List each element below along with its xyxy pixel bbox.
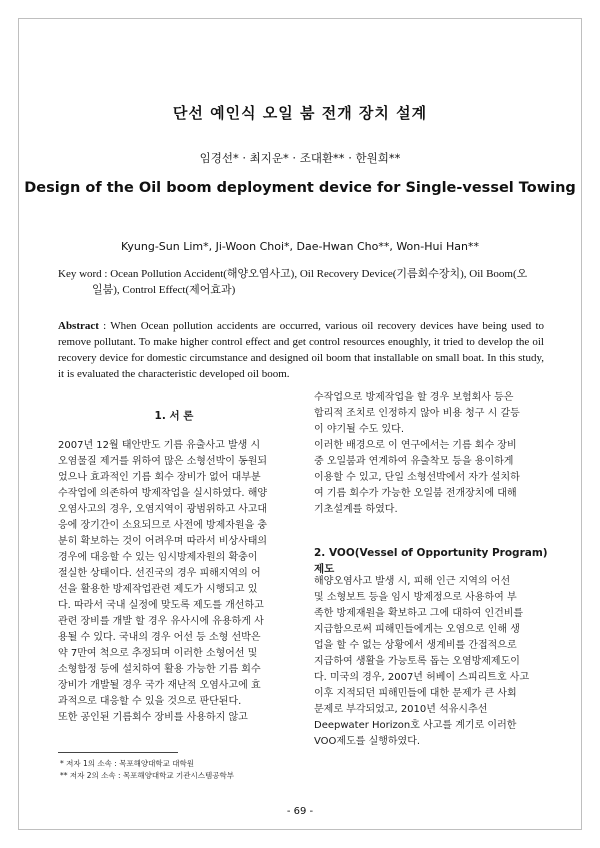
text-line: 다. 따라서 국내 실정에 맞도록 제도를 개선하고 <box>58 600 264 611</box>
text-line: 및 소형보트 등을 임시 방제정으로 사용하여 부 <box>314 592 517 603</box>
text-line: 소형함정 등에 설치하여 활용 가능한 기름 회수 <box>58 664 261 675</box>
text-line: Deepwater Horizon호 사고를 계기로 이러한 <box>314 720 517 731</box>
text-line: 지급함으로써 피해민들에게는 오염으로 인해 생 <box>314 624 520 635</box>
text-line: 과적으로 대응할 수 있을 것으로 판단된다. <box>58 696 242 707</box>
text-line: 이용할 수 있고, 단일 소형선박에서 자가 설치하 <box>314 472 520 483</box>
text-line: 절실한 상태이다. 선진국의 경우 피해지역의 어 <box>58 568 261 579</box>
abstract <box>58 318 544 382</box>
text-line: 장비가 개발될 경우 국가 재난적 오염사고에 효 <box>58 680 261 691</box>
text-line: 지급하여 생활을 가능토록 돕는 오염방제제도이 <box>314 656 520 667</box>
text-line: 수작업으로 방제작업을 할 경우 보험회사 등은 <box>314 392 514 403</box>
text-line: 다. 미국의 경우, 2007년 허베이 스피리트호 사고 <box>314 672 530 683</box>
text-line: 오염물질 제거를 위하여 많은 소형선박이 동원되 <box>58 456 268 467</box>
footnote-divider <box>58 752 178 753</box>
footnote-2: ** 저자 2의 소속 : 목포해양대학교 기관시스템공학부 <box>60 771 235 780</box>
abstract-text: : When Ocean pollution accidents are occurred, various oil recovery devices have being used to remove pollutant. To make higher control effect and get control resources enoughly, it tried to develop the oil recovery device for domestic circumstance and designed oil boom that installable on small boat. In this study, it is evaluated the characteristic developed oil boom. <box>58 320 545 380</box>
text-line: 업을 할 수 없는 상황에서 생계비를 간접적으로 <box>314 640 517 651</box>
section-2-heading: 2. VOO(Vessel of Opportunity Program)제도 <box>314 547 548 575</box>
text-line: 여 기름 회수가 가능한 오일붐 전개장치에 대해 <box>314 488 517 499</box>
abstract-label: Abstract <box>58 320 99 332</box>
text-line: 었으나 효과적인 기름 회수 장비가 없어 대부분 <box>58 472 261 483</box>
text-line: 경우에 대응할 수 있는 임시방제자원의 확충이 <box>58 552 258 563</box>
text-line: 2007년 12월 태안반도 기름 유출사고 발생 시 <box>58 440 261 451</box>
keywords <box>58 266 548 298</box>
text-line: 족한 방제재원을 확보하고 그에 대하여 인건비를 <box>314 608 524 619</box>
text-line: 또한 공인된 기름회수 장비를 사용하지 않고 <box>58 712 248 723</box>
authors-english: Kyung-Sun Lim*, Ji-Woon Choi*, Dae-Hwan Cho**, Won-Hui Han** <box>120 240 480 253</box>
text-line: 이후 지적되던 피해민들에 대한 문제가 큰 사회 <box>314 688 517 699</box>
section-1-heading: 1. 서 론 <box>154 410 194 422</box>
text-line: 이러한 배경으로 이 연구에서는 기름 회수 장비 <box>314 440 517 451</box>
text-line: 중 오일붐과 연계하여 유출착모 등을 용이하게 <box>314 456 514 467</box>
page-number: - 69 - <box>286 806 314 817</box>
section-1-body <box>58 438 290 726</box>
keywords-line: Key word : Ocean Pollution Accident(해양오염사고), Oil Recovery Device(기름회수장치), Oil Boom(오 <box>58 268 528 280</box>
authors-korean: 임경선* · 최지운* · 조대환** · 한원희** <box>199 151 401 165</box>
text-line: 문제로 부각되었고, 2010년 석유시추선 <box>314 704 488 715</box>
text-line: 약 7만여 척으로 추정되며 이러한 소형어선 및 <box>58 648 258 659</box>
text-line: 분히 확보하는 것이 어려우며 따라서 비상사태의 <box>58 536 268 547</box>
text-line: 선을 활용한 방제작업관련 제도가 시행되고 있 <box>58 584 258 595</box>
text-line: 이 야기될 수도 있다. <box>314 424 404 435</box>
paper-title-korean: 단선 예인식 오일 붐 전개 장치 설계 <box>172 104 428 122</box>
footnotes <box>60 758 292 782</box>
right-column-body-1 <box>314 390 550 518</box>
text-line: 기초설계를 하였다. <box>314 504 398 515</box>
footnote-1: * 저자 1의 소속 : 목포해양대학교 대학원 <box>60 759 195 768</box>
paper-title-english: Design of the Oil boom deployment device for Single-vessel Towing <box>24 180 576 196</box>
text-line: 합리적 조치로 인정하지 않아 비용 청구 시 갈등 <box>314 408 520 419</box>
right-column-body-2 <box>314 574 550 750</box>
text-line: 수작업에 의존하여 방제작업을 실시하였다. 해양 <box>58 488 268 499</box>
text-line: 해양오염사고 발생 시, 피해 인근 지역의 어선 <box>314 576 511 587</box>
text-line: VOO제도를 실행하였다. <box>314 736 421 747</box>
text-line: 용될 수 있다. 국내의 경우 어선 등 소형 선박은 <box>58 632 261 643</box>
keywords-line: 일붐), Control Effect(제어효과) <box>92 284 236 296</box>
text-line: 오염사고의 경우, 오염지역이 광범위하고 사고대 <box>58 504 268 515</box>
text-line: 관련 장비를 개발 할 경우 유사시에 유용하게 사 <box>58 616 264 627</box>
text-line: 응에 장기간이 소요되므로 사전에 방제자원을 충 <box>58 520 268 531</box>
